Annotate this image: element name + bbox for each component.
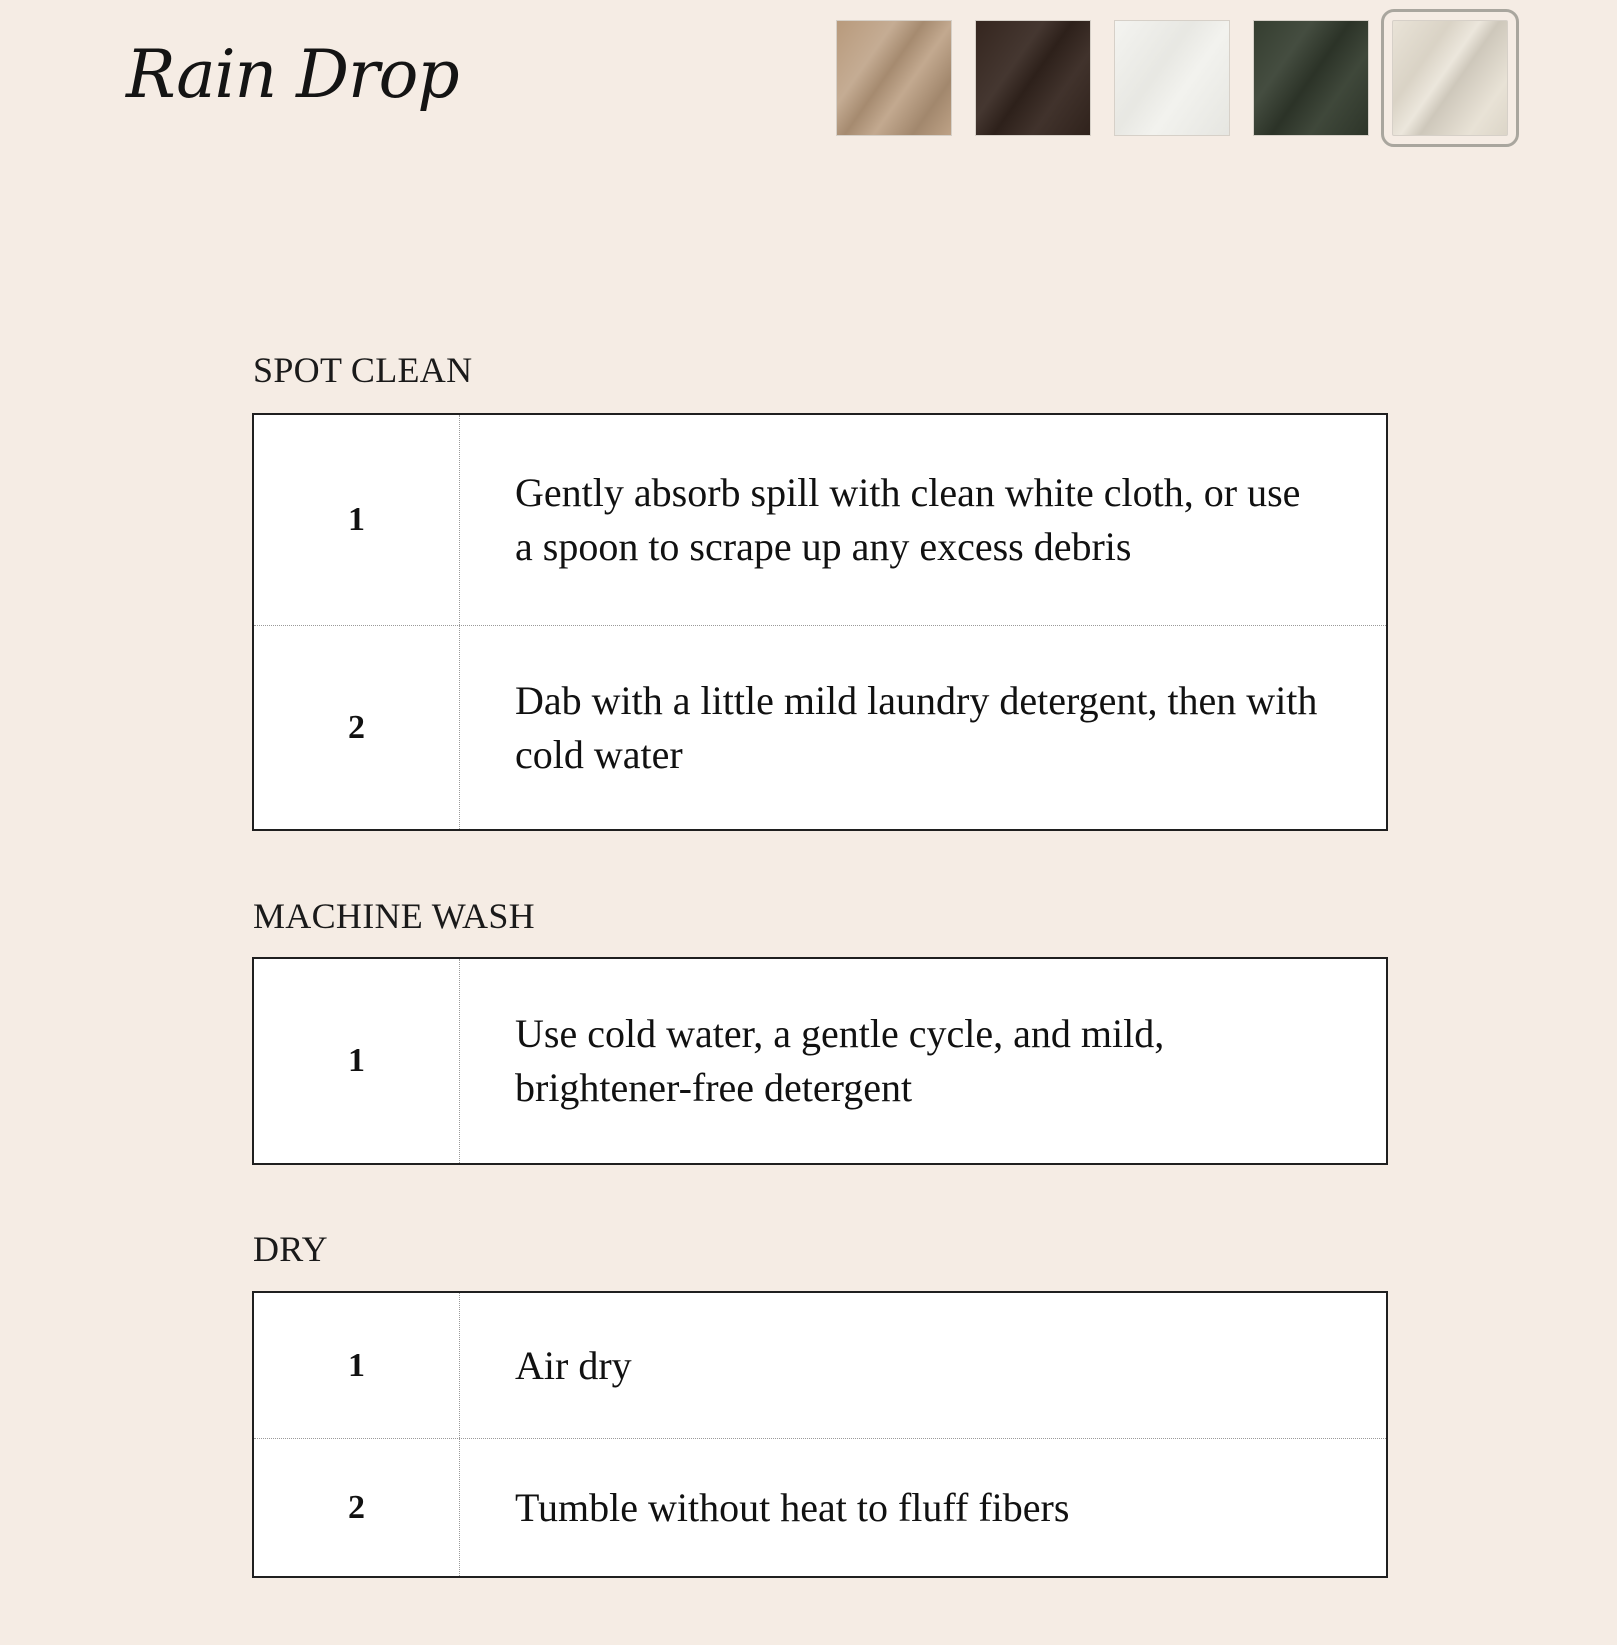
- step-text: Use cold water, a gentle cycle, and mild, brightener-free detergent: [515, 1011, 1165, 1110]
- section-title-dry: DRY: [253, 1229, 328, 1269]
- table-row: [254, 959, 1386, 1163]
- step-number: 1: [254, 415, 460, 625]
- step-text: Gently absorb spill with clean white cloth, or use a spoon to scrape up any excess debris: [515, 470, 1301, 569]
- step-number: 2: [254, 626, 460, 829]
- table-row: [254, 1438, 1386, 1576]
- swatch-camel[interactable]: [836, 20, 952, 136]
- section-title-machine-wash: MACHINE WASH: [253, 896, 535, 936]
- spot-clean-table: [252, 413, 1388, 831]
- machine-wash-table: [252, 957, 1388, 1165]
- step-text: Air dry: [515, 1342, 632, 1388]
- product-title: Rain Drop: [126, 36, 459, 113]
- section-title-spot-clean: SPOT CLEAN: [253, 350, 473, 390]
- step-text: Dab with a little mild laundry detergent, then with cold water: [515, 677, 1318, 777]
- swatch-white[interactable]: [1114, 20, 1230, 136]
- step-number: 1: [254, 1293, 460, 1438]
- table-row: [254, 625, 1386, 829]
- step-number: 2: [254, 1439, 460, 1576]
- swatch-forest[interactable]: [1253, 20, 1369, 136]
- swatch-cream[interactable]: [1392, 20, 1508, 136]
- swatch-espresso[interactable]: [975, 20, 1091, 136]
- table-row: [254, 1293, 1386, 1438]
- table-row: [254, 415, 1386, 625]
- step-number: 1: [254, 959, 460, 1163]
- dry-table: [252, 1291, 1388, 1578]
- step-text: Tumble without heat to fluff fibers: [515, 1484, 1070, 1530]
